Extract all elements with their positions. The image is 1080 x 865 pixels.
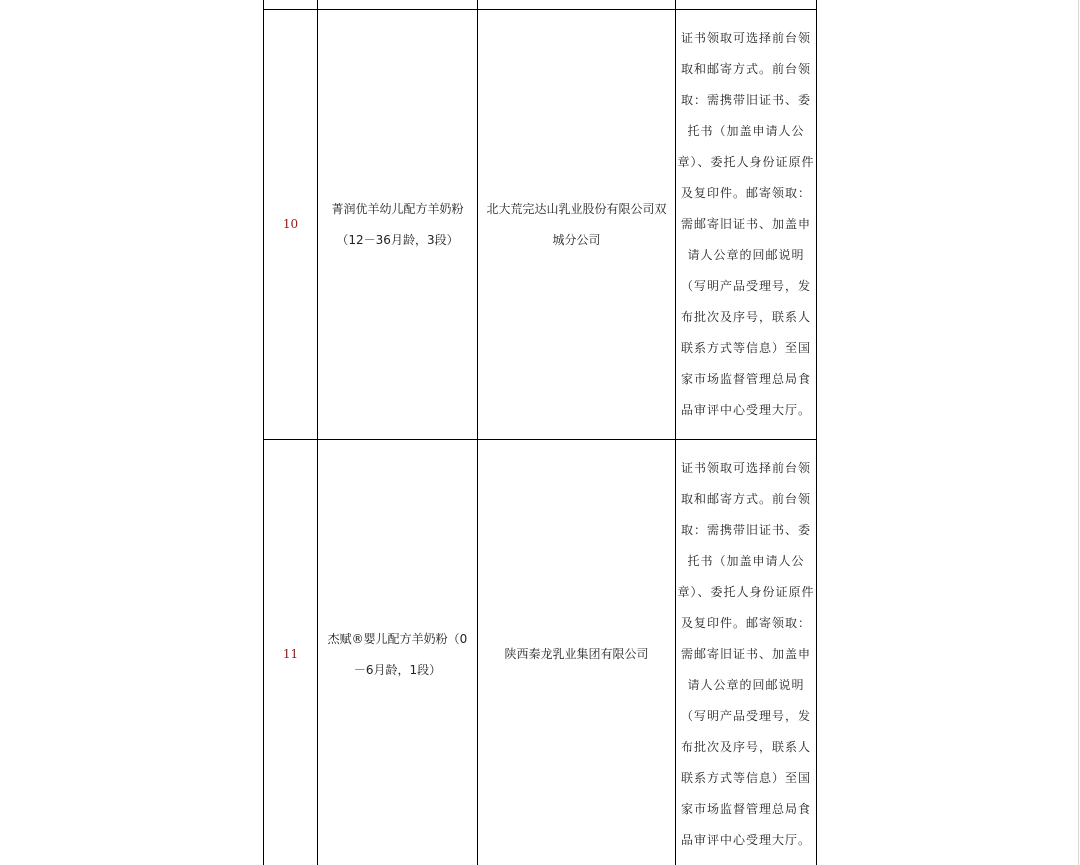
product-name-cell xyxy=(318,440,478,865)
product-name: 杰赋®婴儿配方羊奶粉（0－6月龄，1段） xyxy=(327,631,468,677)
company-name-cell xyxy=(478,10,676,440)
table-row xyxy=(264,10,817,440)
certificate-note: 证书领取可选择前台领取和邮寄方式。前台领取：需携带旧证书、委托书（加盖申请人公章）、委托人身份证原件及复印件。邮寄领取：需邮寄旧证书、加盖申请人公章的回邮说明（写明产品受理号，发布批次及序号，联系人联系方式等信息）至国家市场监督管理总局食品审评中心受理大厅。 xyxy=(676,10,817,440)
company-name-cell xyxy=(478,440,676,865)
product-name: 菁润优羊幼儿配方羊奶粉（12－36月龄，3段） xyxy=(331,201,464,247)
company-name: 北大荒完达山乳业股份有限公司双城分公司 xyxy=(486,201,667,247)
page-edge-divider xyxy=(1078,0,1079,865)
row-number: 11 xyxy=(264,440,318,865)
previous-row-remnant xyxy=(264,0,817,10)
approval-table xyxy=(263,0,817,865)
company-name: 陕西秦龙乳业集团有限公司 xyxy=(504,647,649,661)
product-name-cell xyxy=(318,10,478,440)
row-number: 10 xyxy=(264,10,318,440)
certificate-note: 证书领取可选择前台领取和邮寄方式。前台领取：需携带旧证书、委托书（加盖申请人公章）、委托人身份证原件及复印件。邮寄领取：需邮寄旧证书、加盖申请人公章的回邮说明（写明产品受理号，发布批次及序号，联系人联系方式等信息）至国家市场监督管理总局食品审评中心受理大厅。 xyxy=(676,440,817,865)
table-row xyxy=(264,440,817,865)
